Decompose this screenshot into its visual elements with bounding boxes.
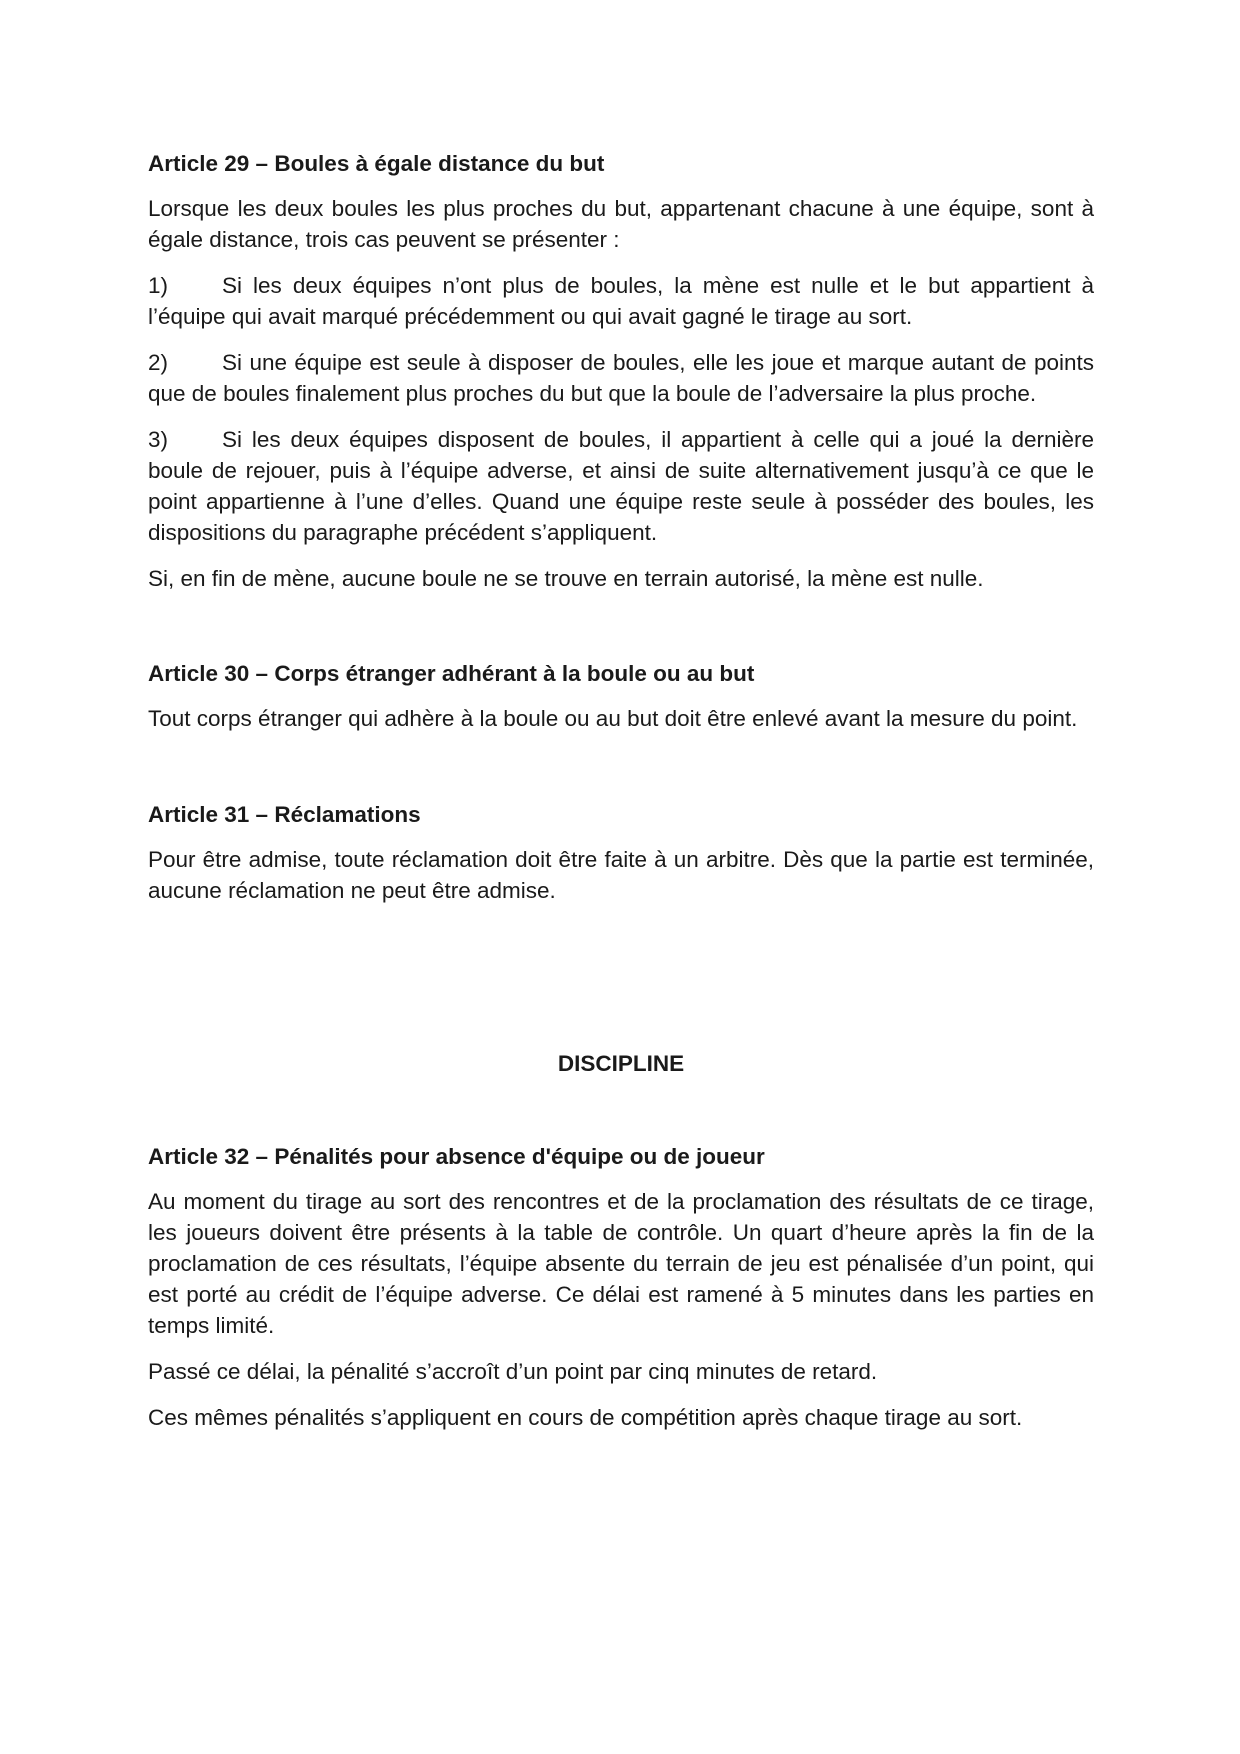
- item-text: Si les deux équipes n’ont plus de boules, la mène est nulle et le but appartient à l’équipe qui avait marqué précédemment ou qui avait gagné le tirage au sort.: [148, 273, 1094, 329]
- spacer: [148, 1079, 1094, 1141]
- article-32-paragraph-2: Passé ce délai, la pénalité s’accroît d’un point par cinq minutes de retard.: [148, 1359, 878, 1384]
- article-32-paragraph-3: Ces mêmes pénalités s’appliquent en cours de compétition après chaque tirage au sort.: [148, 1405, 1023, 1430]
- article-29-item-3: [148, 424, 1094, 548]
- item-text: Si une équipe est seule à disposer de boules, elle les joue et marque autant de points que de boules finalement plus proches du but que la boule de l’adversaire la plus proche.: [148, 350, 1094, 406]
- spacer: [148, 921, 1094, 1048]
- article-32-paragraph-1: Au moment du tirage au sort des rencontres et de la proclamation des résultats de ce tirage, les joueurs doivent être présents à la table de contrôle. Un quart d’heure après la fin de la proclamation de ces résultats, l’équipe absente du terrain de jeu est pénalisée d’un point, qui est porté au crédit de l’équipe adverse. Ce délai est ramené à 5 minutes dans les parties en temps limité.: [148, 1189, 1094, 1338]
- article-30: [148, 658, 1094, 734]
- article-29-intro: Lorsque les deux boules les plus proches du but, appartenant chacune à une équipe, sont à égale distance, trois cas peuvent se présenter :: [148, 196, 1094, 252]
- article-29-item-2: [148, 347, 1094, 409]
- article-31-paragraph: Pour être admise, toute réclamation doit être faite à un arbitre. Dès que la partie est terminée, aucune réclamation ne peut être admise.: [148, 847, 1094, 903]
- spacer: [148, 749, 1094, 799]
- item-number: 2): [148, 350, 169, 375]
- article-32-title: Article 32 – Pénalités pour absence d'équipe ou de joueur: [148, 1144, 765, 1169]
- article-31: [148, 799, 1094, 906]
- article-30-paragraph: Tout corps étranger qui adhère à la boule ou au but doit être enlevé avant la mesure du point.: [148, 706, 1078, 731]
- article-31-title: Article 31 – Réclamations: [148, 802, 421, 827]
- article-29-title: Article 29 – Boules à égale distance du but: [148, 151, 605, 176]
- spacer: [148, 609, 1094, 658]
- article-32: [148, 1141, 1094, 1433]
- article-30-title: Article 30 – Corps étranger adhérant à la boule ou au but: [148, 661, 755, 686]
- item-text: Si les deux équipes disposent de boules, il appartient à celle qui a joué la dernière boule de rejouer, puis à l’équipe adverse, et ainsi de suite alternativement jusqu’à ce que le point appartienne à l’une d’elles. Quand une équipe reste seule à posséder des boules, les dispositions du paragraphe précédent s’appliquent.: [148, 427, 1094, 545]
- article-29: [148, 148, 1094, 594]
- article-29-item-1: [148, 270, 1094, 332]
- document-page: [148, 148, 1094, 1448]
- section-heading-discipline: DISCIPLINE: [557, 1051, 685, 1076]
- item-number: 1): [148, 273, 169, 298]
- item-number: 3): [148, 427, 169, 452]
- article-29-closing: Si, en fin de mène, aucune boule ne se trouve en terrain autorisé, la mène est nulle.: [148, 566, 984, 591]
